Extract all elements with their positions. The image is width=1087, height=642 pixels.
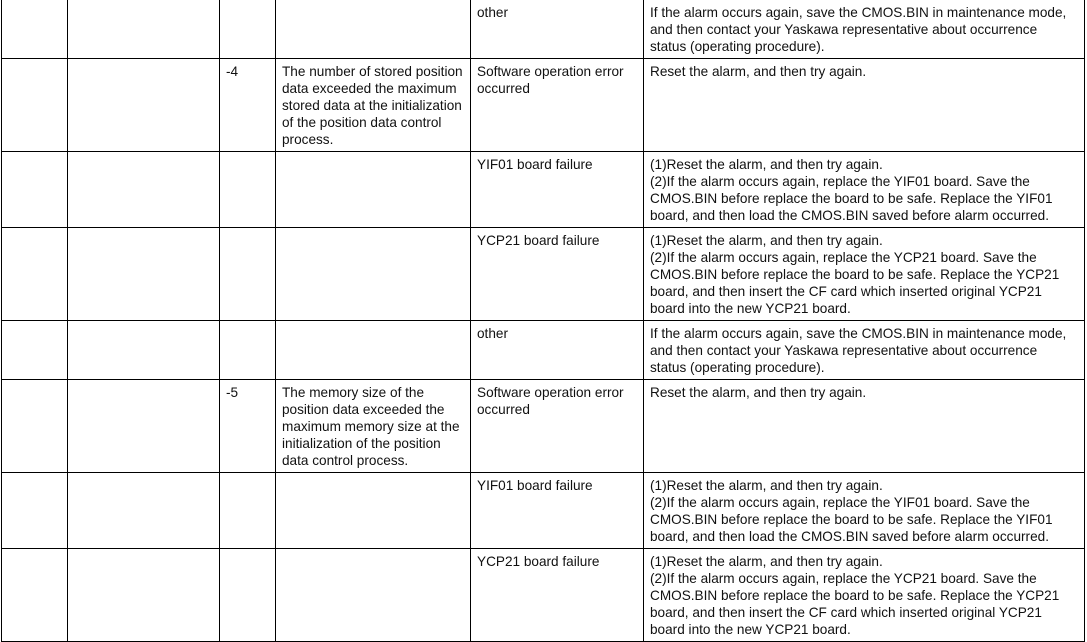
alarm-code-cell <box>2 228 68 321</box>
remedy-cell <box>644 549 1085 642</box>
remedy-line: board, and then load the CMOS.BIN saved before alarm occurred. <box>650 529 1049 544</box>
description-cell <box>276 0 471 59</box>
remedy-cell <box>644 228 1085 321</box>
alarm-name-cell <box>68 0 220 59</box>
cause-cell: other <box>471 321 644 380</box>
alarm-name-cell <box>68 549 220 642</box>
alarm-name-cell <box>68 228 220 321</box>
cause-cell: YCP21 board failure <box>471 549 644 642</box>
sub-code-cell <box>220 549 276 642</box>
table-row <box>2 380 1085 473</box>
remedy-line: and then contact your Yaskawa representative about occurrence <box>650 22 1038 37</box>
remedy-line: If the alarm occurs again, save the CMOS.BIN in maintenance mode, <box>650 5 1067 20</box>
table-row <box>2 152 1085 228</box>
remedy-cell <box>644 321 1085 380</box>
sub-code-cell <box>220 152 276 228</box>
cause-cell: YIF01 board failure <box>471 152 644 228</box>
remedy-cell <box>644 152 1085 228</box>
alarm-name-cell <box>68 321 220 380</box>
cause-cell: Software operation error occurred <box>471 380 644 473</box>
alarm-code-cell <box>2 152 68 228</box>
alarm-code-cell <box>2 380 68 473</box>
table-row <box>2 473 1085 549</box>
remedy-line: status (operating procedure). <box>650 39 825 54</box>
remedy-line: (1)Reset the alarm, and then try again. <box>650 233 883 248</box>
remedy-cell <box>644 473 1085 549</box>
alarm-name-cell <box>68 473 220 549</box>
remedy-line: status (operating procedure). <box>650 360 825 375</box>
cause-cell: YIF01 board failure <box>471 473 644 549</box>
alarm-table-body <box>2 0 1085 642</box>
remedy-line: Reset the alarm, and then try again. <box>650 385 867 400</box>
remedy-line: (1)Reset the alarm, and then try again. <box>650 157 883 172</box>
remedy-line: CMOS.BIN before replace the board to be safe. Replace the YIF01 <box>650 512 1053 527</box>
remedy-line: (2)If the alarm occurs again, replace the YCP21 board. Save the <box>650 250 1037 265</box>
sub-code-cell: -5 <box>220 380 276 473</box>
table-row <box>2 321 1085 380</box>
description-cell <box>276 549 471 642</box>
table-row <box>2 59 1085 152</box>
description-cell <box>276 228 471 321</box>
alarm-name-cell <box>68 59 220 152</box>
alarm-table <box>1 0 1085 642</box>
description-cell: The memory size of the position data exceeded the maximum memory size at the initialization of the position data control process. <box>276 380 471 473</box>
remedy-line: board into the new YCP21 board. <box>650 622 851 637</box>
remedy-line: board into the new YCP21 board. <box>650 301 851 316</box>
remedy-line: Reset the alarm, and then try again. <box>650 64 867 79</box>
alarm-code-cell <box>2 0 68 59</box>
description-cell <box>276 152 471 228</box>
remedy-line: and then contact your Yaskawa representative about occurrence <box>650 343 1038 358</box>
remedy-line: board, and then insert the CF card which inserted original YCP21 <box>650 605 1042 620</box>
cause-cell: Software operation error occurred <box>471 59 644 152</box>
remedy-line: (2)If the alarm occurs again, replace the YIF01 board. Save the <box>650 495 1030 510</box>
cause-cell: YCP21 board failure <box>471 228 644 321</box>
remedy-line: board, and then load the CMOS.BIN saved before alarm occurred. <box>650 208 1049 223</box>
description-cell: The number of stored position data exceeded the maximum stored data at the initialization of the position data control process. <box>276 59 471 152</box>
description-cell <box>276 321 471 380</box>
remedy-line: (2)If the alarm occurs again, replace the YIF01 board. Save the <box>650 174 1030 189</box>
sub-code-cell: -4 <box>220 59 276 152</box>
remedy-line: (1)Reset the alarm, and then try again. <box>650 554 883 569</box>
remedy-line: CMOS.BIN before replace the board to be safe. Replace the YIF01 <box>650 191 1053 206</box>
table-row <box>2 549 1085 642</box>
alarm-name-cell <box>68 152 220 228</box>
alarm-name-cell <box>68 380 220 473</box>
remedy-line: (1)Reset the alarm, and then try again. <box>650 478 883 493</box>
remedy-line: board, and then insert the CF card which inserted original YCP21 <box>650 284 1042 299</box>
alarm-code-cell <box>2 59 68 152</box>
sub-code-cell <box>220 473 276 549</box>
table-row <box>2 228 1085 321</box>
sub-code-cell <box>220 321 276 380</box>
remedy-line: If the alarm occurs again, save the CMOS.BIN in maintenance mode, <box>650 326 1067 341</box>
remedy-line: (2)If the alarm occurs again, replace the YCP21 board. Save the <box>650 571 1037 586</box>
sub-code-cell <box>220 228 276 321</box>
remedy-line: CMOS.BIN before replace the board to be safe. Replace the YCP21 <box>650 267 1060 282</box>
alarm-code-cell <box>2 321 68 380</box>
table-row <box>2 0 1085 59</box>
cause-cell: other <box>471 0 644 59</box>
alarm-code-cell <box>2 473 68 549</box>
sub-code-cell <box>220 0 276 59</box>
remedy-cell <box>644 59 1085 152</box>
remedy-cell <box>644 380 1085 473</box>
remedy-line: CMOS.BIN before replace the board to be safe. Replace the YCP21 <box>650 588 1060 603</box>
alarm-code-cell <box>2 549 68 642</box>
remedy-cell <box>644 0 1085 59</box>
description-cell <box>276 473 471 549</box>
